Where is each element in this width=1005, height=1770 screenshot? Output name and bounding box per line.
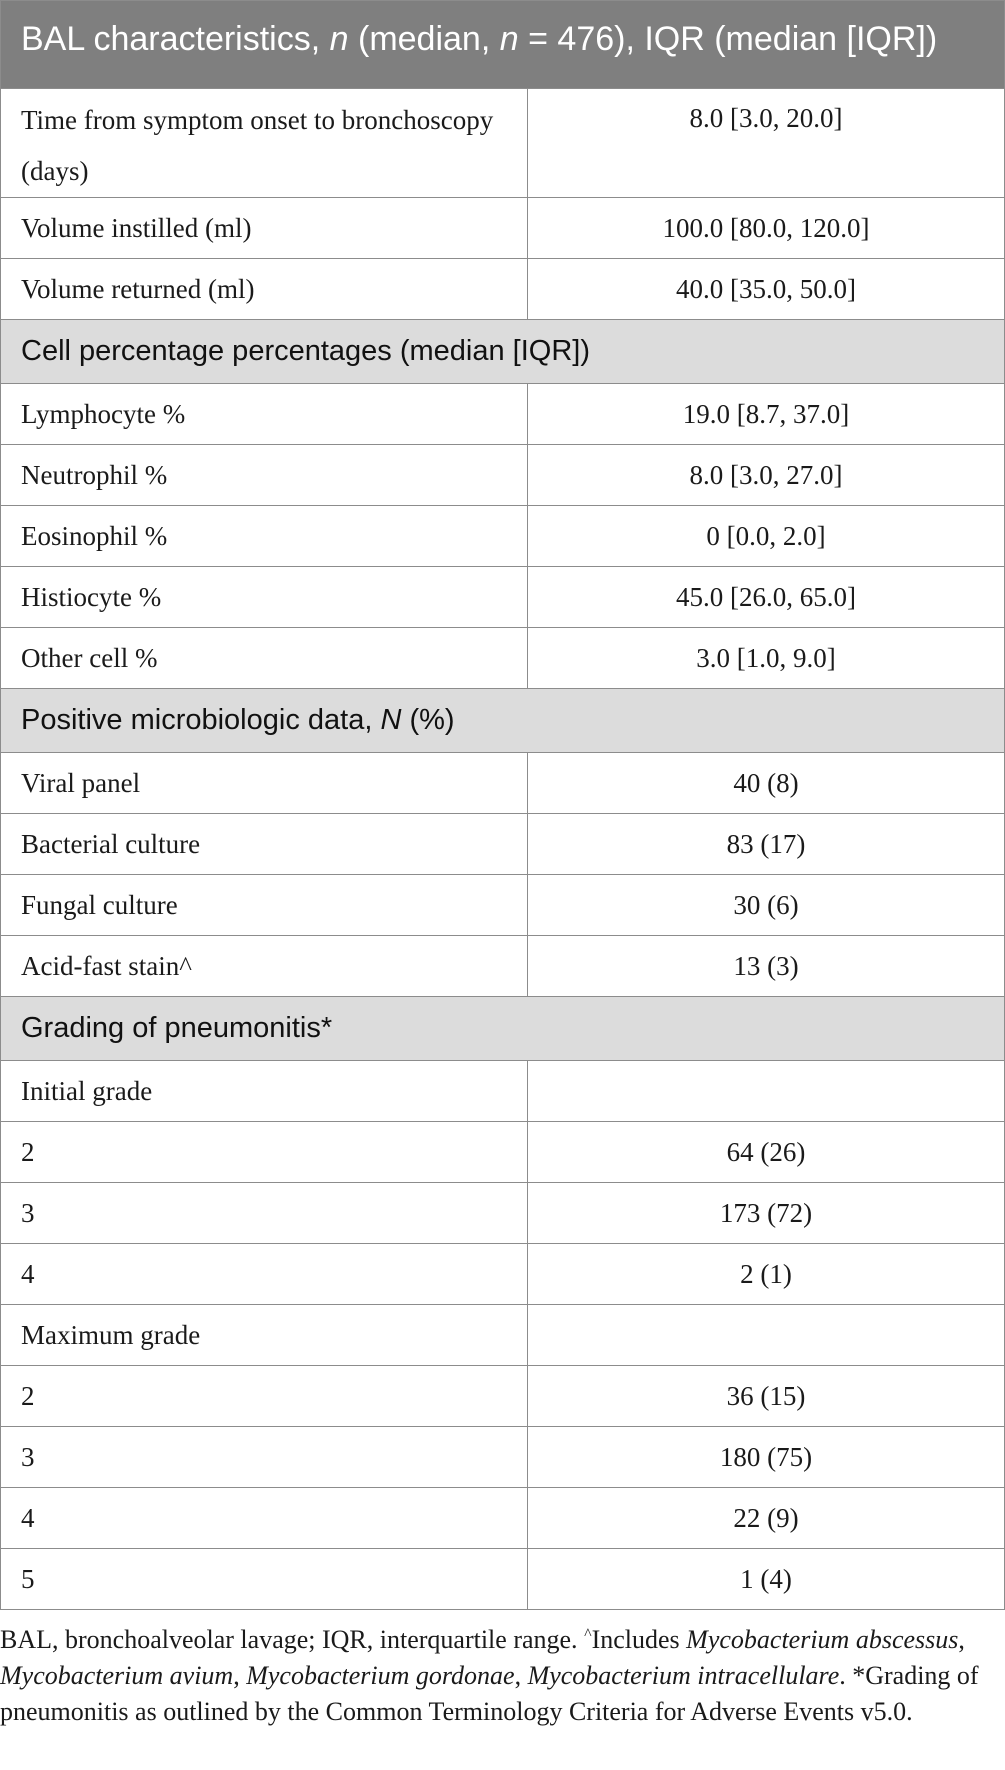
footnote-caret: ^ (584, 1626, 592, 1643)
section-micro-part-2: (%) (401, 704, 455, 736)
row-value: 64 (26) (528, 1122, 1005, 1183)
title-n-1: n (329, 20, 349, 58)
footnote-separator: , (233, 1661, 247, 1690)
table-row (1, 1366, 1005, 1427)
table-row (1, 89, 1005, 198)
section-header-grading (1, 997, 1005, 1061)
section-micro-part-1: Positive microbiologic data, (21, 704, 381, 736)
row-value: 0 [0.0, 2.0] (528, 506, 1005, 567)
row-value: 173 (72) (528, 1183, 1005, 1244)
row-label: 4 (1, 1488, 528, 1549)
footnote-organism: Mycobacterium avium (0, 1661, 234, 1690)
subgroup-label: Initial grade (1, 1061, 528, 1122)
subgroup-row-initial (1, 1061, 1005, 1122)
row-label: Histiocyte % (1, 567, 528, 628)
row-value: 30 (6) (528, 875, 1005, 936)
row-value: 1 (4) (528, 1549, 1005, 1610)
section-header-micro (1, 689, 1005, 753)
table-row (1, 1122, 1005, 1183)
section-title: Cell percentage percentages (median [IQR]) (1, 320, 1005, 384)
row-label: 3 (1, 1427, 528, 1488)
section-title: Grading of pneumonitis* (1, 997, 1005, 1061)
table-row (1, 1488, 1005, 1549)
table-row (1, 1183, 1005, 1244)
row-label: Eosinophil % (1, 506, 528, 567)
table-row (1, 936, 1005, 997)
row-label: Acid-fast stain^ (1, 936, 528, 997)
row-value-empty (528, 1061, 1005, 1122)
section-title (1, 689, 1005, 753)
row-label: 2 (1, 1122, 528, 1183)
subgroup-label: Maximum grade (1, 1305, 528, 1366)
row-value-empty (528, 1305, 1005, 1366)
row-value: 180 (75) (528, 1427, 1005, 1488)
row-value: 8.0 [3.0, 20.0] (528, 89, 1005, 198)
row-label: 5 (1, 1549, 528, 1610)
row-label: Lymphocyte % (1, 384, 528, 445)
row-label: Viral panel (1, 753, 528, 814)
footnote-organism: Mycobacterium gordonae (246, 1661, 515, 1690)
row-value: 3.0 [1.0, 9.0] (528, 628, 1005, 689)
table-row (1, 506, 1005, 567)
subgroup-row-maximum (1, 1305, 1005, 1366)
row-label: Fungal culture (1, 875, 528, 936)
row-value: 19.0 [8.7, 37.0] (528, 384, 1005, 445)
row-value: 13 (3) (528, 936, 1005, 997)
row-label: Volume returned (ml) (1, 259, 528, 320)
footnote-text-1: BAL, bronchoalveolar lavage; IQR, interquartile range. (0, 1625, 585, 1654)
footnote-text-3: . *Grading of pneumonitis as outlined by the Common Terminology Criteria for Adverse Events v5.0. (0, 1661, 979, 1726)
footnote-separator: , (514, 1661, 528, 1690)
table-row (1, 875, 1005, 936)
table-row (1, 1244, 1005, 1305)
row-label: Neutrophil % (1, 445, 528, 506)
row-value: 83 (17) (528, 814, 1005, 875)
section-header-cells (1, 320, 1005, 384)
table-footnote (0, 1610, 1004, 1730)
table-row (1, 384, 1005, 445)
title-part-3: = 476), IQR (median [IQR]) (518, 20, 938, 58)
title-part-1: BAL characteristics, (21, 20, 330, 58)
row-value: 40.0 [35.0, 50.0] (528, 259, 1005, 320)
footnote-separator: , (958, 1625, 965, 1654)
table-row (1, 628, 1005, 689)
row-value: 2 (1) (528, 1244, 1005, 1305)
row-value: 8.0 [3.0, 27.0] (528, 445, 1005, 506)
section-micro-n: N (380, 704, 402, 736)
row-label: 2 (1, 1366, 528, 1427)
table-row (1, 1549, 1005, 1610)
row-label: 4 (1, 1244, 528, 1305)
row-value: 22 (9) (528, 1488, 1005, 1549)
row-label: 3 (1, 1183, 528, 1244)
table-row (1, 814, 1005, 875)
row-value: 45.0 [26.0, 65.0] (528, 567, 1005, 628)
footnote-text-2: Includes (591, 1625, 687, 1654)
table-row (1, 259, 1005, 320)
row-label: Other cell % (1, 628, 528, 689)
title-n-2: n (499, 20, 519, 58)
table-row (1, 1427, 1005, 1488)
footnote-organism: Mycobacterium abscessus (686, 1625, 959, 1654)
row-value: 100.0 [80.0, 120.0] (528, 198, 1005, 259)
table-title (1, 1, 1005, 89)
table-row (1, 198, 1005, 259)
row-label: Time from symptom onset to bronchoscopy (days) (1, 89, 528, 198)
footnote-organism: Mycobacterium intracellulare (527, 1661, 840, 1690)
table-row (1, 567, 1005, 628)
table-row (1, 753, 1005, 814)
table-title-row (1, 1, 1005, 89)
row-label: Volume instilled (ml) (1, 198, 528, 259)
row-label: Bacterial culture (1, 814, 528, 875)
title-part-2: (median, (348, 20, 500, 58)
row-value: 36 (15) (528, 1366, 1005, 1427)
row-value: 40 (8) (528, 753, 1005, 814)
table-row (1, 445, 1005, 506)
